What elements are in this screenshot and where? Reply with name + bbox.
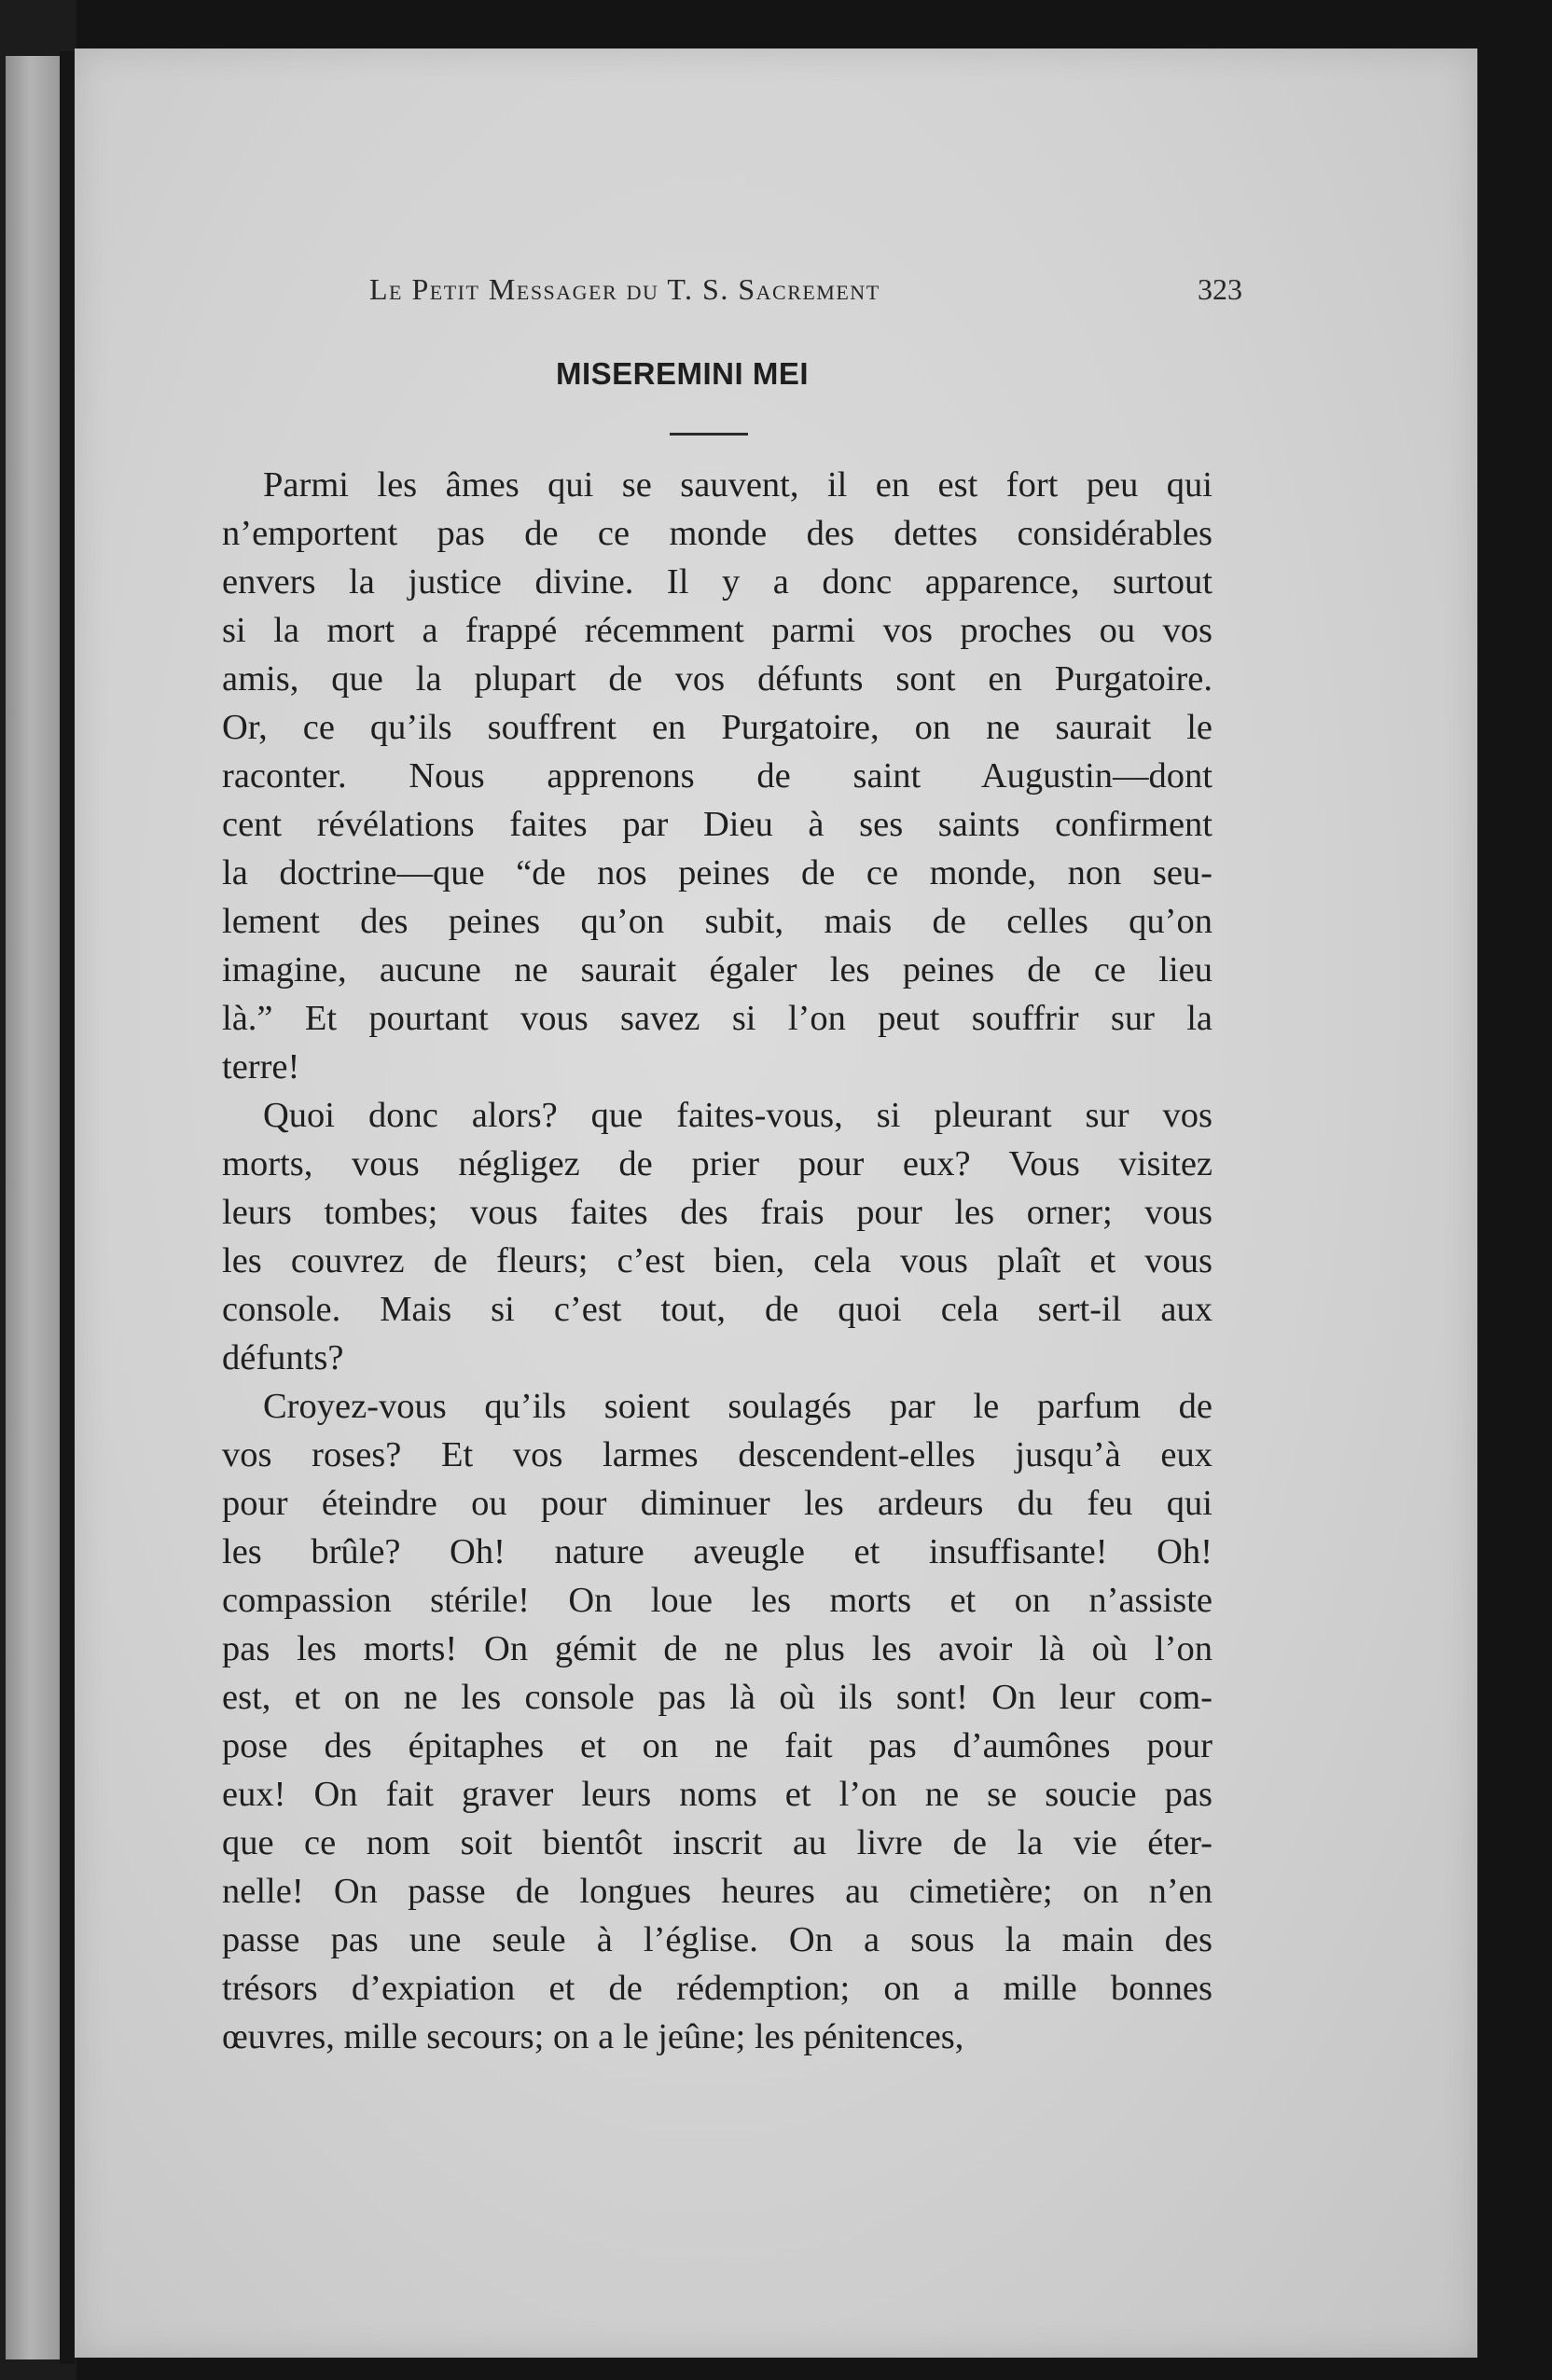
text-line: Or, ce qu’ils souffrent en Purgatoire, on ne saurait le (222, 708, 1212, 747)
text-line: cent révélations faites par Dieu à ses saints confirment (222, 805, 1212, 844)
text-line: est, et on ne les console pas là où ils sont! On leur com- (222, 1678, 1212, 1717)
text-line: lement des peines qu’on subit, mais de celles qu’on (222, 902, 1212, 941)
text-line: leurs tombes; vous faites des frais pour les orner; vous (222, 1193, 1212, 1232)
text-line: vos roses? Et vos larmes descendent-elles jusqu’à eux (222, 1435, 1212, 1474)
text-line: compassion stérile! On loue les morts et on n’assiste (222, 1581, 1212, 1620)
running-title: Le Petit Messager du T. S. Sacrement (369, 272, 880, 306)
text-line: Croyez-vous qu’ils soient soulagés par le parfum de (263, 1387, 1212, 1426)
text-line: raconter. Nous apprenons de saint Augustin—dont (222, 756, 1212, 796)
text-line: pas les morts! On gémit de ne plus les avoir là où l’on (222, 1629, 1212, 1668)
text-line: nelle! On passe de longues heures au cimetière; on n’en (222, 1872, 1212, 1911)
paragraph (222, 461, 1212, 1091)
text-line: les couvrez de fleurs; c’est bien, cela vous plaît et vous (222, 1241, 1212, 1280)
page-number: 323 (1198, 272, 1242, 306)
paragraph (222, 1091, 1212, 1382)
text-line: terre! (222, 1047, 300, 1086)
article-title: MISEREMINI MEI (556, 356, 810, 391)
text-line: pose des épitaphes et on ne fait pas d’aumônes pour (222, 1726, 1212, 1765)
text-line: envers la justice divine. Il y a donc apparence, surtout (222, 562, 1212, 602)
text-line: amis, que la plupart de vos défunts sont en Purgatoire. (222, 659, 1212, 699)
text-line: morts, vous négligez de prier pour eux? Vous visitez (222, 1144, 1212, 1183)
text-line: les brûle? Oh! nature aveugle et insuffisante! Oh! (222, 1532, 1212, 1571)
text-line: la doctrine—que “de nos peines de ce monde, non seu- (222, 853, 1212, 892)
running-header (369, 272, 1242, 315)
text-line: œuvres, mille secours; on a le jeûne; les pénitences, (222, 2017, 964, 2056)
facing-page-edge (6, 56, 60, 2359)
text-line: n’emportent pas de ce monde des dettes considérables (222, 514, 1212, 553)
text-line: défunts? (222, 1338, 344, 1377)
text-line: imagine, aucune ne saurait égaler les peines de ce lieu (222, 950, 1212, 989)
text-line: si la mort a frappé récemment parmi vos proches ou vos (222, 611, 1212, 650)
text-line: Quoi donc alors? que faites-vous, si pleurant sur vos (263, 1096, 1212, 1135)
text-line: que ce nom soit bientôt inscrit au livre de la vie éter- (222, 1823, 1212, 1862)
text-line: trésors d’expiation et de rédemption; on a mille bonnes (222, 1969, 1212, 2008)
text-line: console. Mais si c’est tout, de quoi cela sert-il aux (222, 1290, 1212, 1329)
title-divider (670, 433, 748, 436)
paragraph (222, 1382, 1212, 2061)
article-body (222, 461, 1212, 2061)
text-line: pour éteindre ou pour diminuer les ardeurs du feu qui (222, 1484, 1212, 1523)
book-gutter (60, 51, 75, 2364)
text-line: là.” Et pourtant vous savez si l’on peut souffrir sur la (222, 999, 1212, 1038)
text-line: passe pas une seule à l’église. On a sous la main des (222, 1920, 1212, 1959)
text-line: eux! On fait graver leurs noms et l’on ne se soucie pas (222, 1775, 1212, 1814)
text-line: Parmi les âmes qui se sauvent, il en est fort peu qui (263, 465, 1212, 505)
